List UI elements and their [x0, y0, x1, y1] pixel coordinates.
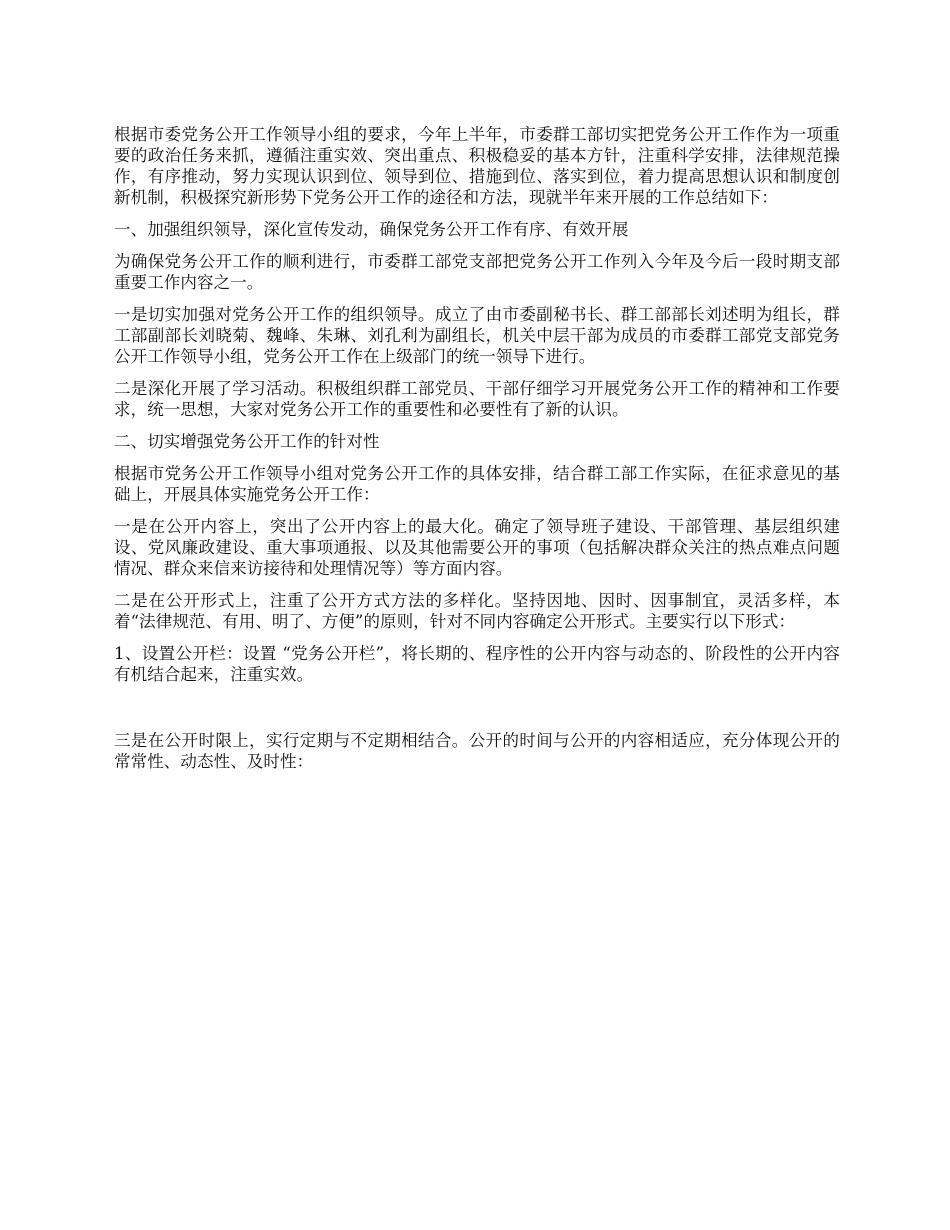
body-paragraph: 三是在公开时限上，实行定期与不定期相结合。公开的时间与公开的内容相适应，充分体现公开的常常性、动态性、及时性： [114, 731, 840, 771]
section-heading-1: 一、加强组织领导，深化宣传发动，确保党务公开工作有序、有效开展 [114, 220, 629, 239]
body-paragraph: 二是深化开展了学习活动。积极组织群工部党员、干部仔细学习开展党务公开工作的精神和工作要求，统一思想，大家对党务公开工作的重要性和必要性有了新的认识。 [114, 379, 840, 419]
body-paragraph: 二是在公开形式上，注重了公开方式方法的多样化。坚持因地、因时、因事制宜，灵活多样，本着“法律规范、有用、明了、方便”的原则，针对不同内容确定公开形式。主要实行以下形式： [114, 591, 840, 631]
body-paragraph: 一是切实加强对党务公开工作的组织领导。成立了由市委副秘书长、群工部部长刘述明为组长，群工部副部长刘晓菊、魏峰、朱琳、刘孔利为副组长，机关中层干部为成员的市委群工部党支部党务公开工作领导小组，党务公开工作在上级部门的统一领导下进行。 [114, 305, 840, 366]
body-paragraph: 为确保党务公开工作的顺利进行，市委群工部党支部把党务公开工作列入今年及今后一段时期支部重要工作内容之一。 [114, 252, 840, 292]
body-paragraph: 一是在公开内容上，突出了公开内容上的最大化。确定了领导班子建设、干部管理、基层组织建设、党风廉政建设、重大事项通报、以及其他需要公开的事项（包括解决群众关注的热点难点问题情况、群众来信来访接待和处理情况等）等方面内容。 [114, 517, 840, 578]
body-paragraph: 根据市党务公开工作领导小组对党务公开工作的具体安排，结合群工部工作实际，在征求意见的基础上，开展具体实施党务公开工作： [114, 464, 840, 504]
section-heading-2: 二、切实增强党务公开工作的针对性 [114, 432, 380, 451]
list-item-paragraph: 1、设置公开栏：设置 “党务公开栏”，将长期的、程序性的公开内容与动态的、阶段性的公开内容有机结合起来，注重实效。 [114, 644, 840, 684]
intro-paragraph: 根据市委党务公开工作领导小组的要求，今年上半年，市委群工部切实把党务公开工作作为一项重要的政治任务来抓，遵循注重实效、突出重点、积极稳妥的基本方针，注重科学安排，法律规范操作，有序推动，努力实现认识到位、领导到位、措施到位、落实到位，着力提高思想认识和制度创新机制，积极探究新形势下党务公开工作的途径和方法，现就半年来开展的工作总结如下： [114, 125, 840, 207]
document-body [114, 124, 840, 783]
